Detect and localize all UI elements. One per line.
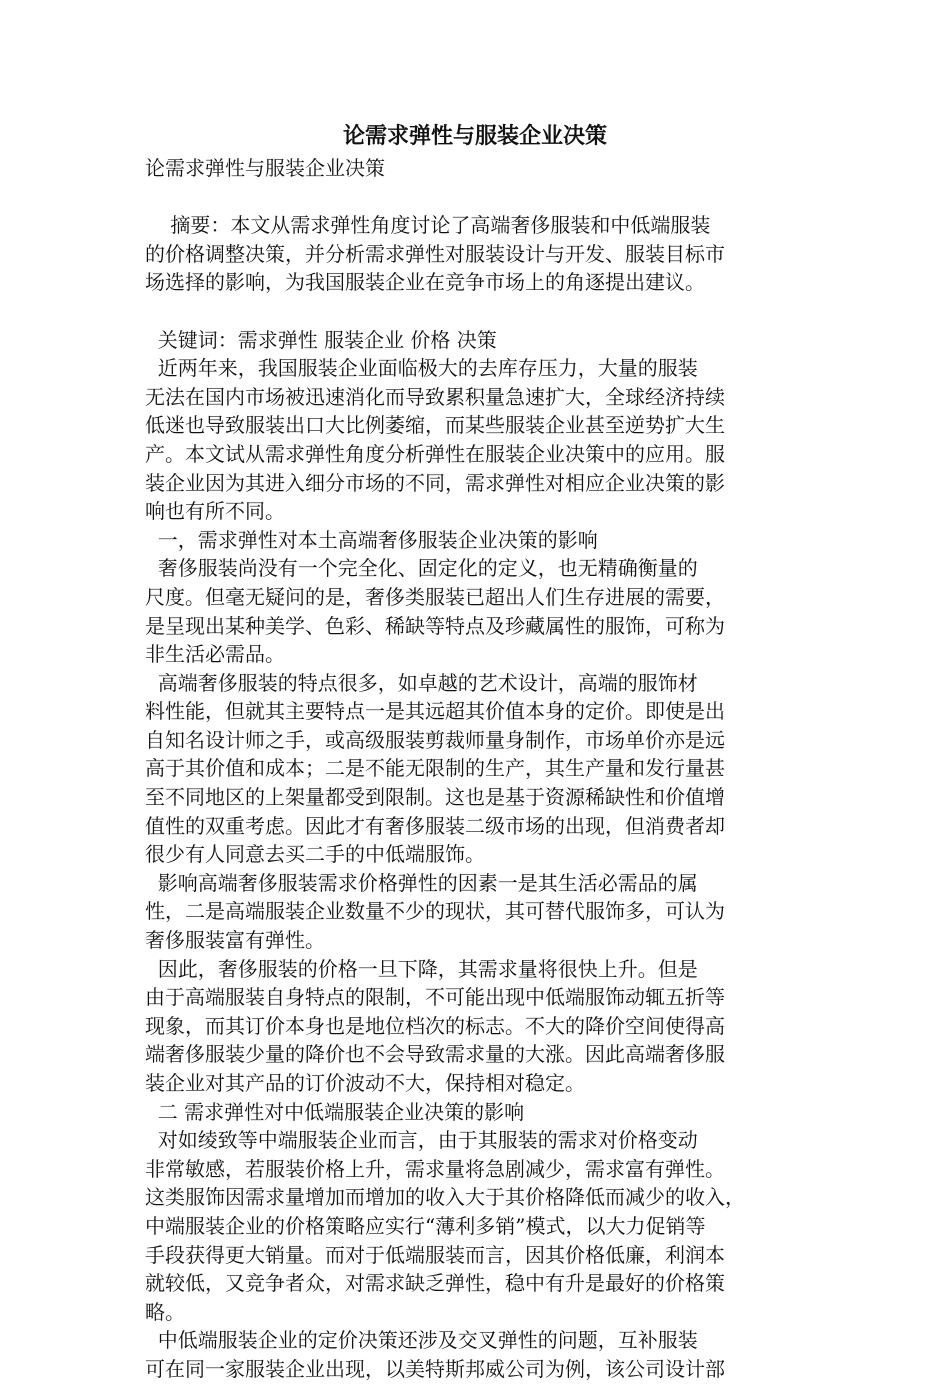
text-line: 中低端服装企业的定价决策还涉及交叉弹性的问题，互补服装 <box>145 1328 698 1353</box>
text-line: 关键词：需求弹性 服装企业 价格 决策 <box>145 327 497 352</box>
text-line: 值性的双重考虑。因此才有奢侈服装二级市场的出现，但消费者却 <box>145 813 725 838</box>
text-line: 高于其价值和成本；二是不能无限制的生产，其生产量和发行量甚 <box>145 756 725 781</box>
text-line: 低迷也导致服装出口大比例萎缩，而某些服装企业甚至逆势扩大生 <box>145 413 725 438</box>
text-line: 一，需求弹性对本土高端奢侈服装企业决策的影响 <box>145 527 598 552</box>
text-line: 高端奢侈服装的特点很多，如卓越的艺术设计，高端的服饰材 <box>145 670 698 695</box>
text-line: 近两年来，我国服装企业面临极大的去库存压力，大量的服装 <box>145 356 698 381</box>
text-line: 中端服装企业的价格策略应实行“薄利多销”模式，以大力促销等 <box>145 1213 706 1238</box>
text-line: 非常敏感，若服装价格上升，需求量将急剧减少，需求富有弹性。 <box>145 1156 725 1181</box>
text-line: 场选择的影响，为我国服装企业在竞争市场上的角逐提出建议。 <box>145 270 705 295</box>
text-line: 端奢侈服装少量的降价也不会导致需求量的大涨。因此高端奢侈服 <box>145 1042 725 1067</box>
blank-line <box>145 297 805 326</box>
text-line: 很少有人同意去买二手的中低端服饰。 <box>145 842 485 867</box>
blank-line <box>145 183 805 212</box>
text-line: 就较低，又竞争者众，对需求缺乏弹性，稳中有升是最好的价格策 <box>145 1271 725 1296</box>
text-line: 论需求弹性与服装企业决策 <box>145 156 385 180</box>
text-line: 自知名设计师之手，或高级服装剪裁师量身制作，市场单价亦是远 <box>145 727 725 752</box>
text-line: 产。本文试从需求弹性角度分析弹性在服装企业决策中的应用。服 <box>145 441 725 466</box>
text-line: 是呈现出某种美学、色彩、稀缺等特点及珍藏属性的服饰，可称为 <box>145 613 725 638</box>
text-line: 的价格调整决策，并分析需求弹性对服装设计与开发、服装目标市 <box>145 241 725 266</box>
text-line: 可在同一家服装企业出现，以美特斯邦威公司为例，该公司设计部 <box>145 1356 725 1381</box>
text-line: 至不同地区的上架量都受到限制。这也是基于资源稀缺性和价值增 <box>145 785 725 810</box>
text-line: 略。 <box>145 1299 185 1324</box>
text-line: 料性能，但就其主要特点一是其远超其价值本身的定价。即使是出 <box>145 699 725 724</box>
text-line: 现象，而其订价本身也是地位档次的标志。不大的降价空间使得高 <box>145 1013 725 1038</box>
text-line: 响也有所不同。 <box>145 499 285 524</box>
document-body <box>145 118 805 1384</box>
text-line: 因此，奢侈服装的价格一旦下降，其需求量将很快上升。但是 <box>145 956 698 981</box>
text-line: 二 需求弹性对中低端服装企业决策的影响 <box>145 1099 525 1124</box>
text-line: 无法在国内市场被迅速消化而导致累积量急速扩大，全球经济持续 <box>145 384 725 409</box>
text-line: 装企业因为其进入细分市场的不同，需求弹性对相应企业决策的影 <box>145 470 725 495</box>
text-line: 手段获得更大销量。而对于低端服装而言，因其价格低廉，利润本 <box>145 1242 725 1267</box>
document-text <box>145 154 805 1384</box>
text-line: 影响高端奢侈服装需求价格弹性的因素一是其生活必需品的属 <box>145 870 698 895</box>
text-line: 非生活必需品。 <box>145 642 285 667</box>
text-line: 这类服饰因需求量增加而增加的收入大于其价格降低而减少的收入， <box>145 1185 745 1210</box>
text-line: 对如绫致等中端服装企业而言，由于其服装的需求对价格变动 <box>145 1128 698 1153</box>
text-line: 奢侈服装富有弹性。 <box>145 928 325 953</box>
text-line: 摘要：本文从需求弹性角度讨论了高端奢侈服装和中低端服装 <box>145 213 711 238</box>
text-line: 性，二是高端服装企业数量不少的现状，其可替代服饰多，可认为 <box>145 899 725 924</box>
text-line: 尺度。但毫无疑问的是，奢侈类服装已超出人们生存进展的需要， <box>145 584 725 609</box>
text-line: 奢侈服装尚没有一个完全化、固定化的定义，也无精确衡量的 <box>145 556 698 581</box>
text-line: 由于高端服装自身特点的限制，不可能出现中低端服饰动辄五折等 <box>145 985 725 1010</box>
text-line: 装企业对其产品的订价波动不大，保持相对稳定。 <box>145 1071 585 1095</box>
document-title: 论需求弹性与服装企业决策 <box>342 123 607 149</box>
